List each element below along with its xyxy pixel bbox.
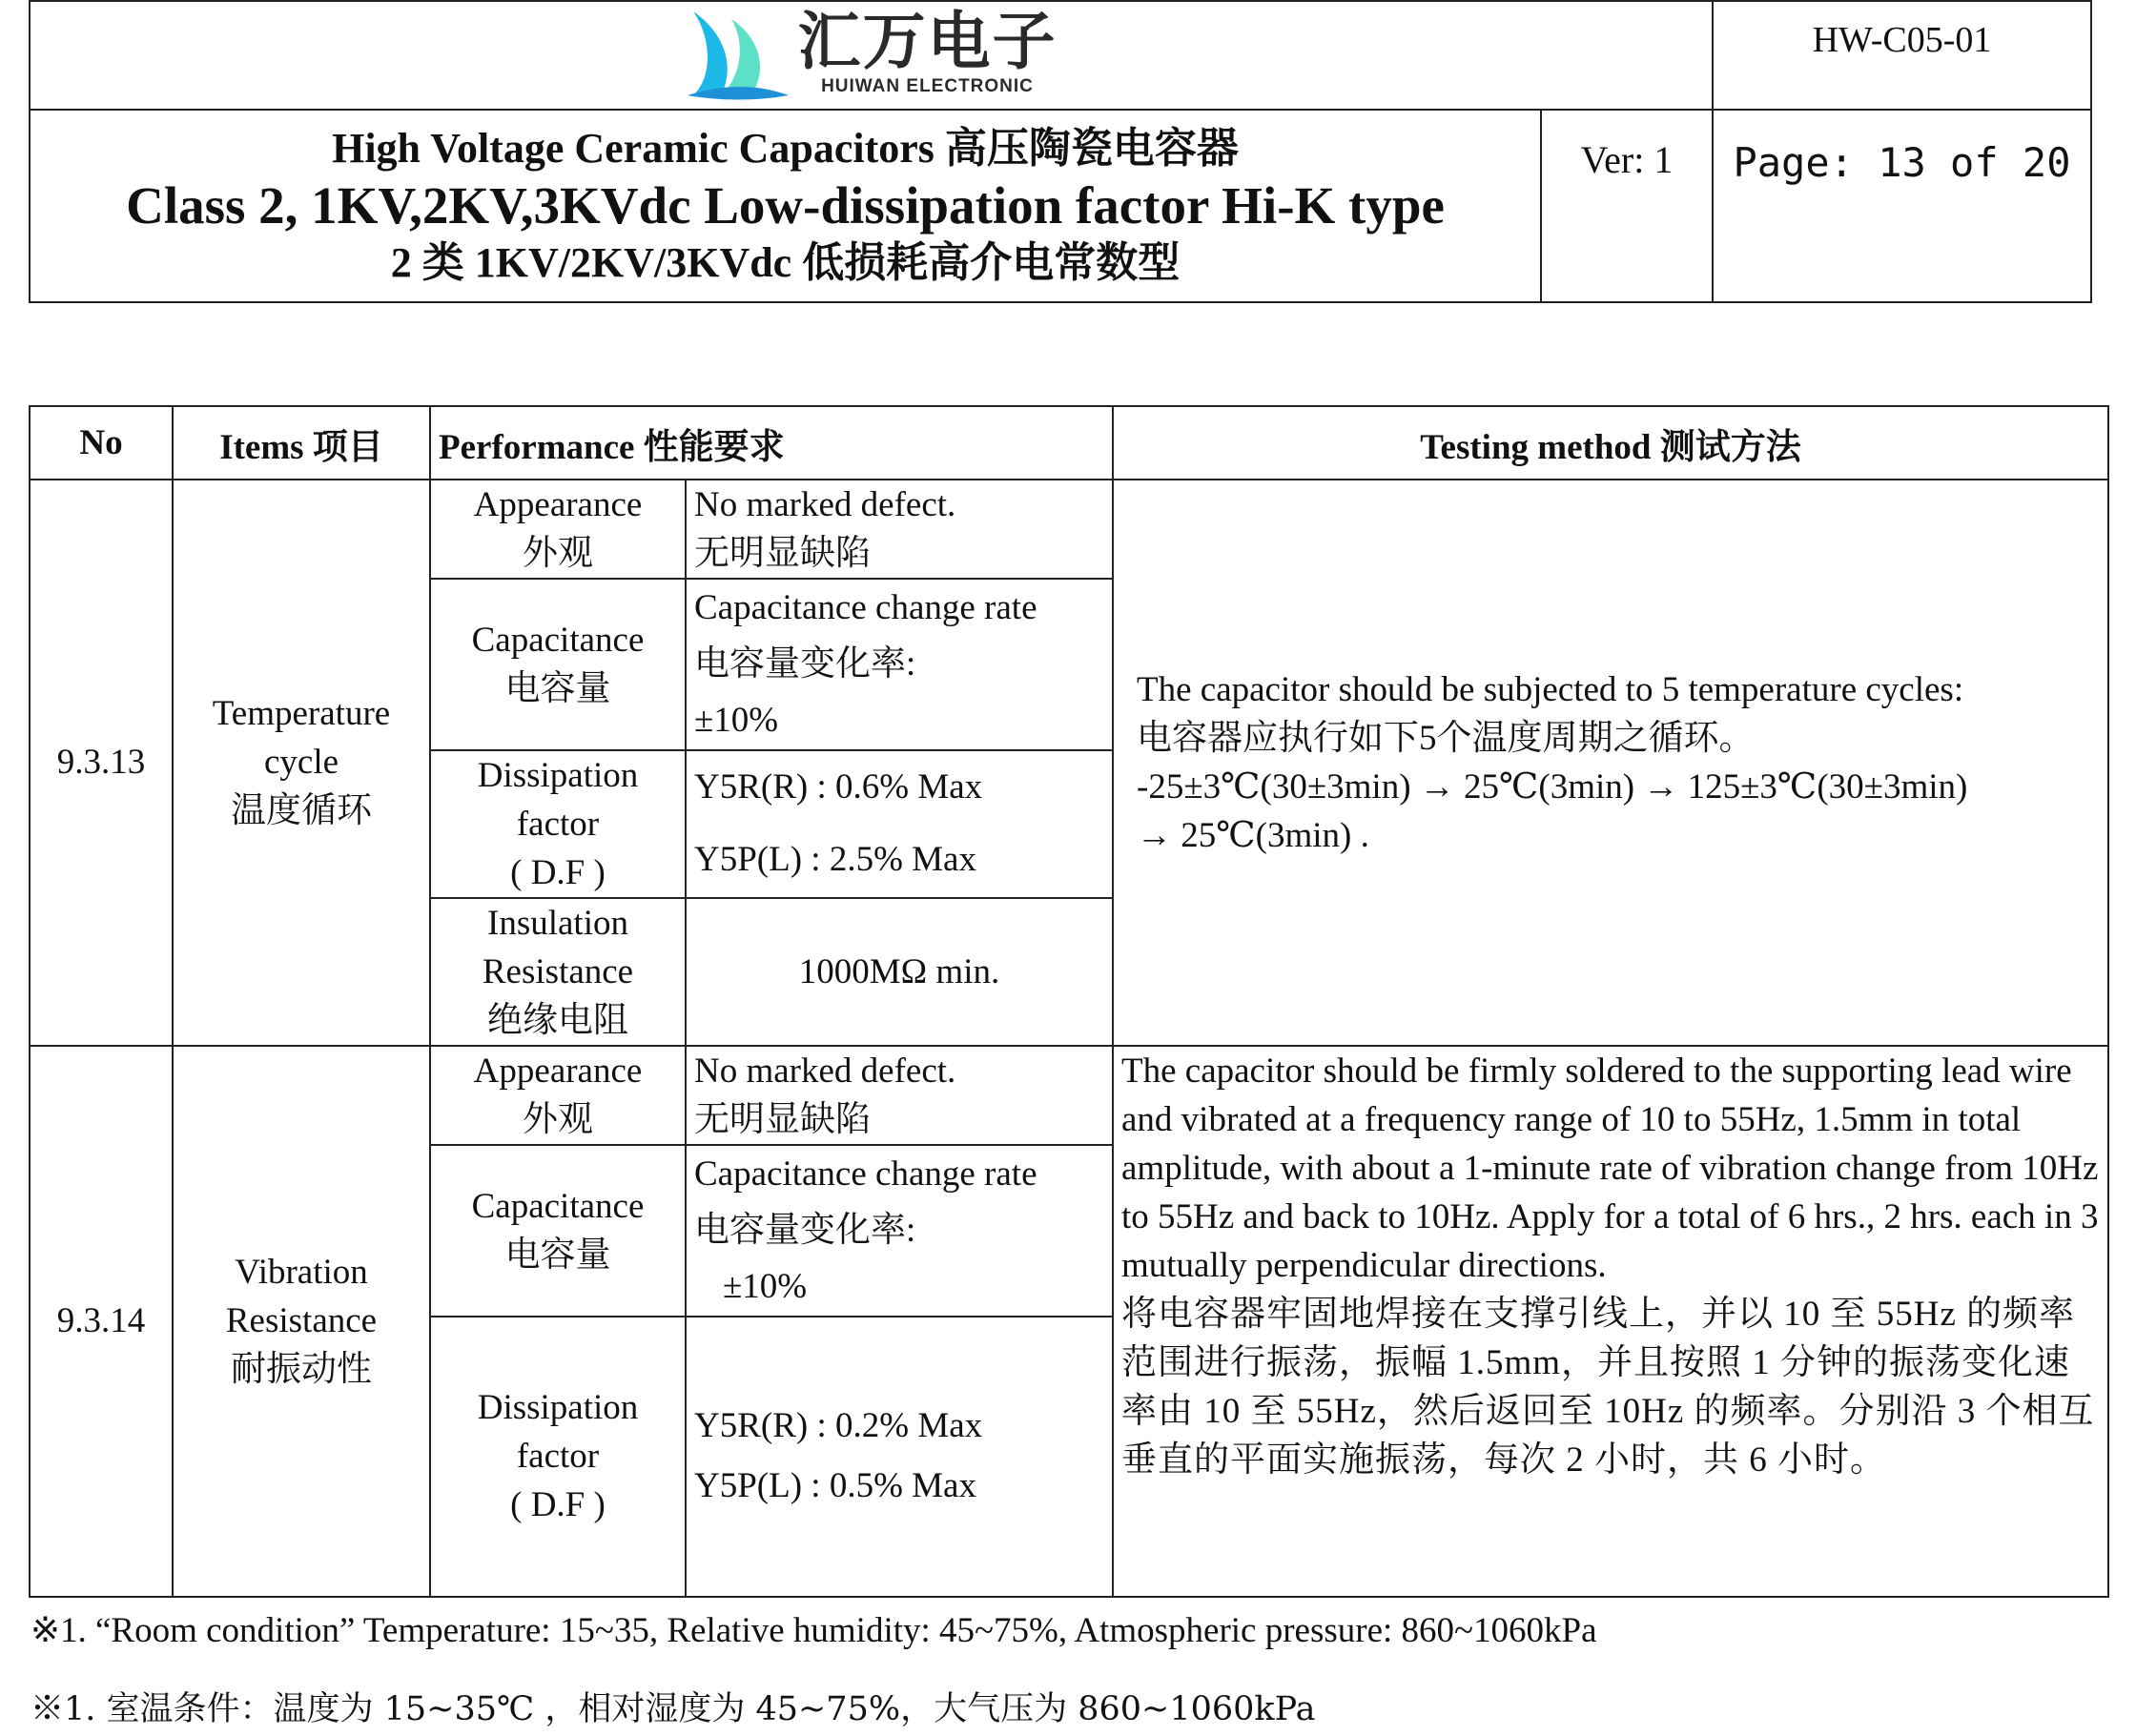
value-cn: 无明显缺陷 — [694, 534, 871, 574]
label-cn: 电容量 — [504, 668, 611, 708]
method-line-2: 电容器应执行如下5个温度周期之循环。 — [1137, 718, 1755, 758]
document-header — [29, 0, 2092, 303]
perf-value-insulation: 1000MΩ min. — [686, 898, 1113, 1046]
header-performance: Performance 性能要求 — [430, 406, 1113, 480]
logo-cell — [30, 1, 1713, 110]
row-no: 9.3.13 — [30, 480, 173, 1046]
value-line-1: Y5R(R) : 0.2% Max — [694, 1405, 983, 1445]
table-header-row — [30, 406, 2108, 480]
perf-label-appearance — [430, 1046, 686, 1145]
label-line-3: 绝缘电阻 — [487, 1000, 628, 1040]
label-en: Capacitance — [471, 1186, 645, 1226]
row-item — [173, 480, 430, 1046]
value-line-2: Y5P(L) : 0.5% Max — [694, 1465, 976, 1505]
label-line-1: Insulation — [487, 903, 628, 943]
perf-label-insulation — [430, 898, 686, 1046]
item-en-1: Vibration — [235, 1253, 368, 1293]
footnote-en: ※1. “Room condition” Temperature: 15~35, Relative humidity: 45~75%, Atmospheric pressure: 860~1060kPa — [31, 1611, 1597, 1650]
spec-table — [29, 405, 2109, 1598]
label-cn: 外观 — [523, 534, 593, 574]
item-en-2: Resistance — [225, 1301, 378, 1341]
item-cn: 温度循环 — [231, 791, 372, 831]
value-line-1: Capacitance change rate — [694, 1154, 1037, 1195]
title-line-1: High Voltage Ceramic Capacitors 高压陶瓷电容器 — [332, 124, 1239, 172]
label-line-2: factor — [516, 1437, 600, 1477]
item-en-2: cycle — [263, 743, 339, 783]
label-line-3: ( D.F ) — [510, 1485, 606, 1525]
method-line-4: → 25℃(3min) . — [1137, 816, 1369, 856]
method-line-3: -25±3℃(30±3min) → 25℃(3min) → 125±3℃(30±3min) — [1137, 766, 1968, 807]
method-en: The capacitor should be firmly soldered to the supporting lead wire and vibrated at a frequency range of 10 to 55Hz, 1.5mm in total amplitude, with about a 1-minute rate of vibration change from 10Hz to 55Hz and back to 10Hz. Apply for a total of 6 hrs., 2 hrs. each in 3 mutually perpendicular directions. — [1121, 1051, 2099, 1286]
perf-value-appearance — [686, 480, 1113, 579]
label-en: Appearance — [473, 485, 643, 524]
title-line-3: 2 类 1KV/2KV/3KVdc 低损耗高介电常数型 — [390, 238, 1181, 286]
perf-value-capacitance — [686, 579, 1113, 750]
row-item — [173, 1046, 430, 1597]
label-line-2: Resistance — [482, 951, 634, 991]
company-name-en: HUIWAN ELECTRONIC — [821, 76, 1034, 96]
label-line-2: factor — [516, 804, 600, 844]
item-cn: 耐振动性 — [231, 1350, 372, 1390]
title-line-2: Class 2, 1KV,2KV,3KVdc Low-dissipation factor Hi-K type — [126, 176, 1445, 235]
footnote-cn: ※1. 室温条件：温度为 15~35℃ ，相对湿度为 45~75%，大气压为 860~1060kPa — [31, 1690, 1316, 1728]
company-logo — [686, 6, 1058, 101]
testing-method — [1113, 1046, 2108, 1597]
value-line-3: ±10% — [723, 1267, 808, 1307]
testing-method — [1113, 480, 2108, 1046]
value-en: No marked defect. — [694, 1051, 956, 1091]
label-line-1: Dissipation — [477, 1388, 639, 1428]
value-line-2: 电容量变化率: — [694, 644, 916, 684]
value-line-1: Capacitance change rate — [694, 588, 1037, 628]
method-cn: 将电容器牢固地焊接在支撑引线上，并以 10 至 55Hz 的频率范围进行振荡，振幅 1.5mm，并且按照 1 分钟的振荡变化速率由 10 至 55Hz，然后返回至 10Hz 的频率。分别沿 3 个相互垂直的平面实施振荡，每次 2 小时，共 6 小时。 — [1121, 1295, 2095, 1481]
label-en: Capacitance — [471, 620, 645, 660]
page-number: Page: 13 of 20 — [1713, 110, 2091, 302]
label-line-1: Dissipation — [477, 755, 639, 795]
perf-label-appearance — [430, 480, 686, 579]
label-cn: 电容量 — [504, 1235, 611, 1275]
perf-label-dissipation — [430, 1317, 686, 1597]
value-line-1: Y5R(R) : 0.6% Max — [694, 767, 983, 807]
value-line-2: Y5P(L) : 2.5% Max — [694, 840, 976, 880]
label-cn: 外观 — [523, 1099, 593, 1139]
row-no: 9.3.14 — [30, 1046, 173, 1597]
table-row — [30, 1046, 2108, 1145]
version-label: Ver: 1 — [1541, 110, 1713, 302]
sail-wave-logo-icon — [686, 6, 791, 101]
perf-value-capacitance — [686, 1145, 1113, 1317]
company-name-cn: 汇万电子 — [797, 5, 1058, 78]
label-en: Appearance — [473, 1051, 643, 1091]
header-no: No — [30, 406, 173, 480]
table-row — [30, 480, 2108, 579]
perf-value-appearance — [686, 1046, 1113, 1145]
value-en: No marked defect. — [694, 485, 956, 524]
value-line-3: ±10% — [694, 701, 779, 741]
perf-label-capacitance — [430, 1145, 686, 1317]
method-line-1: The capacitor should be subjected to 5 temperature cycles: — [1137, 669, 1964, 709]
perf-value-dissipation — [686, 750, 1113, 898]
doc-code: HW-C05-01 — [1713, 1, 2091, 110]
document-title — [30, 110, 1541, 302]
value-cn: 无明显缺陷 — [694, 1099, 871, 1139]
item-en-1: Temperature — [212, 694, 391, 734]
label-line-3: ( D.F ) — [510, 852, 606, 892]
header-items: Items 项目 — [173, 406, 430, 480]
header-method: Testing method 测试方法 — [1113, 406, 2108, 480]
value-line-2: 电容量变化率: — [694, 1211, 916, 1251]
perf-label-capacitance — [430, 579, 686, 750]
perf-label-dissipation — [430, 750, 686, 898]
perf-value-dissipation — [686, 1317, 1113, 1597]
